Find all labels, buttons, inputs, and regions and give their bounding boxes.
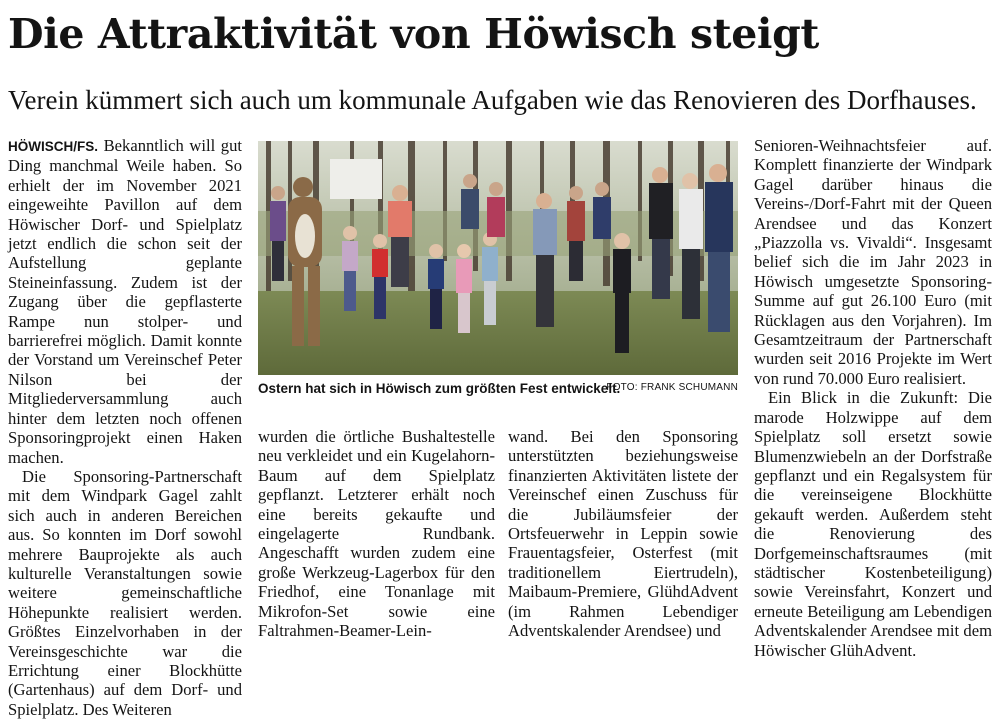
paragraph: [8, 136, 242, 467]
paragraph: Senioren-Weihnachtsfeier auf. Komplett finanzierte der Windpark Gagel darüber hinaus die Vereins-/Dorf-Fahrt mit der Queen Arendsee und das Konzert „Piazzolla vs. Vivaldi“. Insgesamt belief sich die im Jahr 2023 in Höwisch umgesetzte Sponsoring-Summe auf gut 26.100 Euro (mit Rücklagen aus den Vorjahren). Im Gesamtzeitraum der Partnerschaft wurden seit 2016 Projekte im Wert von rund 70.000 Euro realisiert.: [754, 136, 992, 388]
subheadline: Verein kümmert sich auch um kommunale Aufgaben wie das Renovieren des Dorfhauses.: [8, 85, 977, 115]
paragraph: wurden die örtliche Bushaltestelle neu verkleidet und ein Kugelahorn-Baum auf dem Spielplatz gepflanzt. Letzterer erhält noch eine bereits gekaufte und eingelagerte Rundbank. Angeschafft wurden zudem eine große Werkzeug-Lagerbox für den Friedhof, eine Tonanlage mit Mikrofon-Set sowie eine Faltrahmen-Beamer-Lein-: [258, 427, 495, 641]
headline: Die Attraktivität von Höwisch steigt: [8, 10, 819, 58]
article-column-2: [258, 427, 495, 641]
article-column-3: [508, 427, 738, 641]
paragraph: wand. Bei den Sponsoring unterstützten beziehungsweise finanzierten Aktivitäten listete der Vereinschef einen Zuschuss für die Jubiläumsfeier der Ortsfeuerwehr in Leppin sowie Frauentagsfeier, Osterfest (mit traditionellem Eiertrudeln), Maibaum-Premiere, GlühdAdvent (im Rahmen Lebendiger Adventskalender Arendsee) und: [508, 427, 738, 641]
caption-text: Ostern hat sich in Höwisch zum größten Fest entwickelt.: [258, 381, 621, 396]
easter-crowd-photo: [258, 141, 738, 375]
article-column-4: [754, 136, 992, 660]
photo-caption: [258, 381, 738, 401]
paragraph: Die Sponsoring-Partnerschaft mit dem Windpark Gagel zahlt sich auch in anderen Bereichen aus. So konnten im Dorf sowohl mehrere Bauprojekte als auch kulturelle Veranstaltungen sowie weitere gemeinschaftliche Höhepunkte realisiert werden. Größtes Einzelvorhaben in der Vereinsgeschichte war die Errichtung einer Blockhütte (Gartenhaus) auf dem Dorf- und Spielplatz. Des Weiteren: [8, 466, 242, 719]
article-column-1: [8, 136, 242, 719]
paragraph-text: Bekanntlich will gut Ding manchmal Weile haben. So erhielt der im November 2021 eingeweihte Pavillon auf dem Höwischer Dorf- und Spielplatz jetzt endlich die schon seit der Aufstellung geplante Steineinfassung. Zudem ist der Zugang über die gepflasterte Rampe nun stolper- und barrierefrei möglich. Damit konnte der Vorstand um Vereinschef Peter Nilson bei der Mitgliederversammlung auch hinter dem letzten noch offenen Sponsoringprojekt einen Haken machen.: [8, 136, 242, 467]
photo-credit: FOTO: FRANK SCHUMANN: [606, 382, 738, 393]
article-photo: [258, 141, 738, 375]
dateline: HÖWISCH/FS.: [8, 139, 98, 154]
paragraph: Ein Blick in die Zukunft: Die marode Holzwippe auf dem Spielplatz soll ersetzt sowie Blumenzwiebeln an der Dorfstraße gepflanzt und ein Regalsystem für die vereinseigene Blockhütte gekauft werden. Außerdem steht die Renovierung des Dorfgemeinschaftsraumes (mit städtischer Kostenbeteiligung) sowie Vereinsfahrt, Konzert und erneute Beteiligung am Lebendigen Adventskalender Arendsee mit dem Höwischer GlühAdvent.: [754, 388, 992, 660]
